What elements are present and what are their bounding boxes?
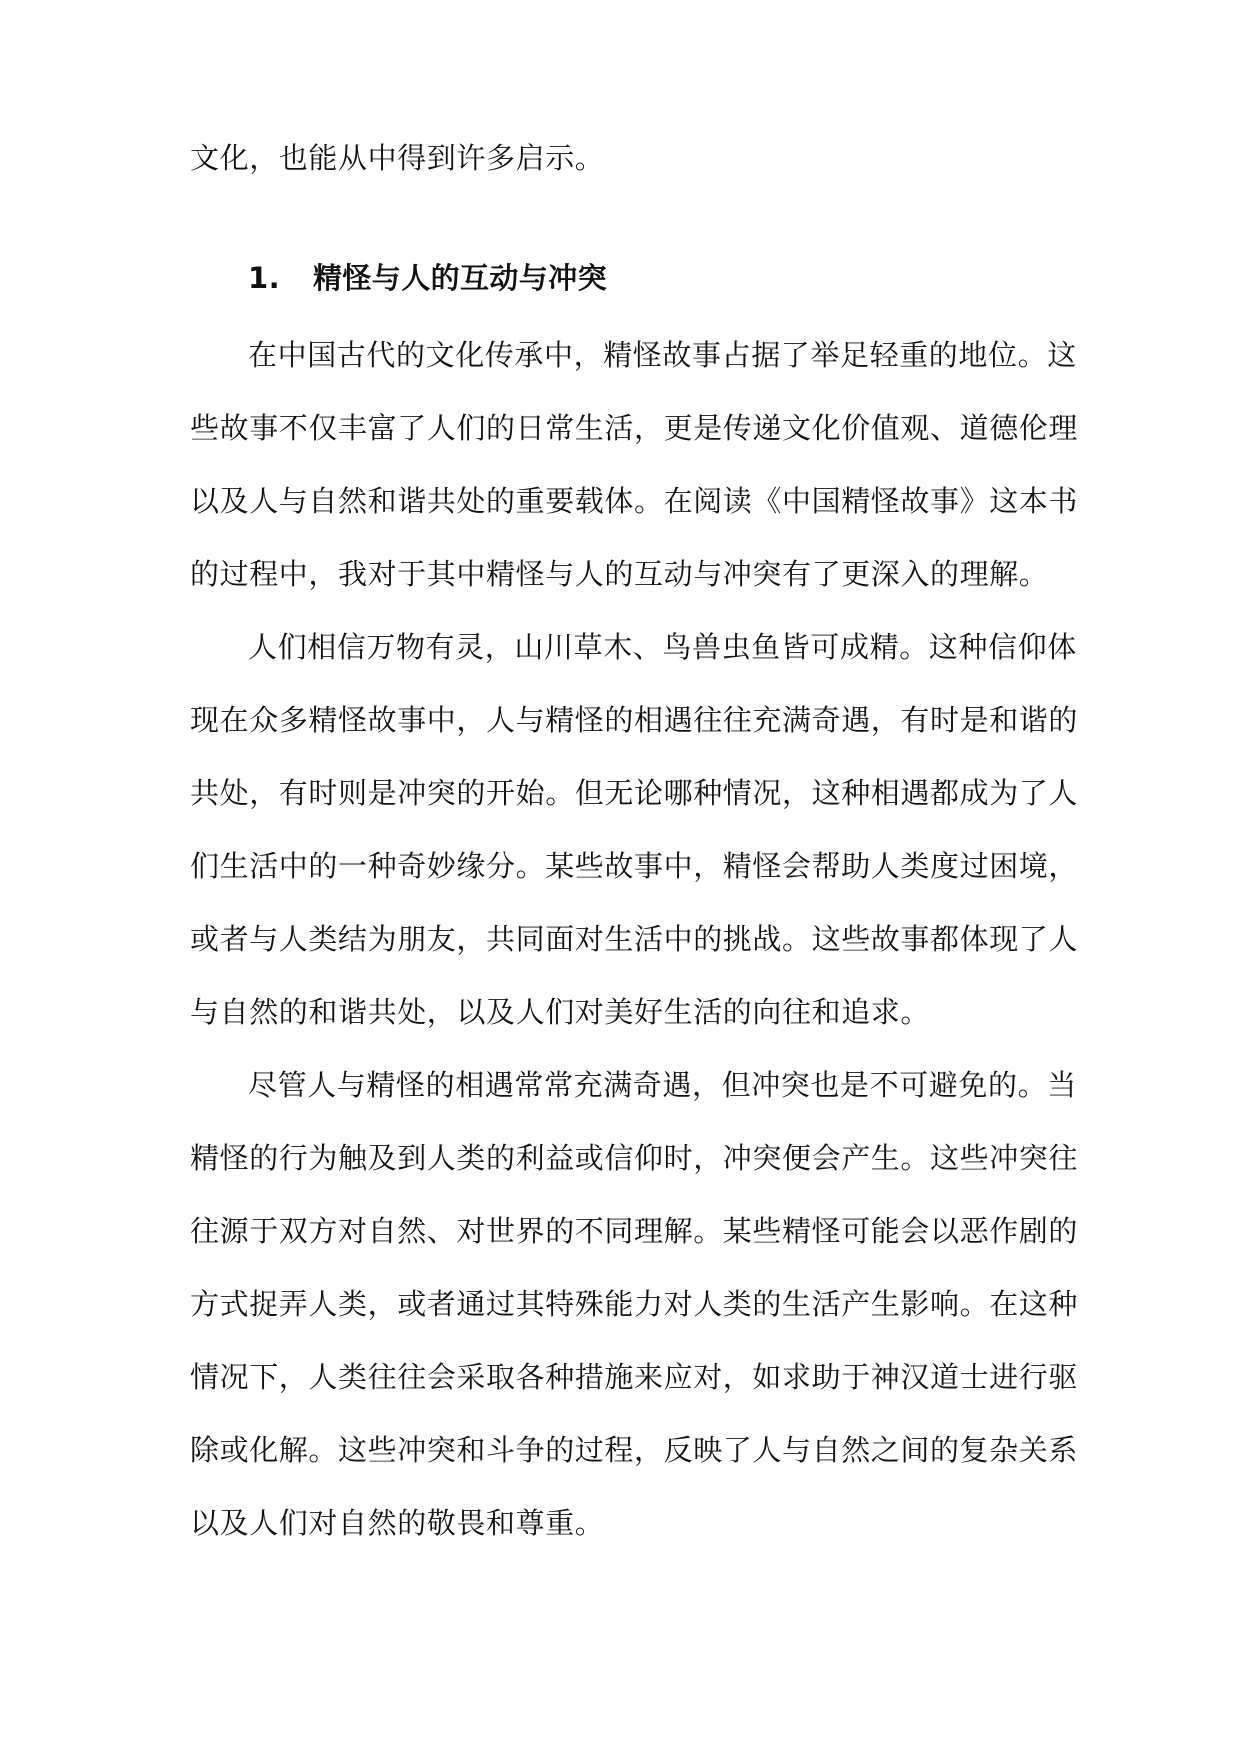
- text-line: 们生活中的一种奇妙缘分。某些故事中，精怪会帮助人类度过困境，: [190, 849, 1079, 883]
- text-line: 人们相信万物有灵，山川草木、鸟兽虫鱼皆可成精。这种信仰体: [248, 630, 1077, 664]
- lead-text: [190, 137, 1052, 179]
- section-title: 精怪与人的互动与冲突: [313, 261, 608, 295]
- text-line: 与自然的和谐共处，以及人们对美好生活的向往和追求。: [190, 995, 931, 1029]
- text-line: 现在众多精怪故事中，人与精怪的相遇往往充满奇遇，有时是和谐的: [190, 703, 1079, 737]
- text-line: 情况下，人类往往会采取各种措施来应对，如求助于神汉道士进行驱: [190, 1360, 1079, 1394]
- text-line: 除或化解。这些冲突和斗争的过程，反映了人与自然之间的复杂关系: [190, 1433, 1079, 1467]
- text-line: 些故事不仅丰富了人们的日常生活，更是传递文化价值观、道德伦理: [190, 411, 1079, 445]
- text-line: 以及人们对自然的敬畏和尊重。: [190, 1506, 605, 1540]
- paragraph-3: [190, 1064, 1079, 1544]
- text-line: 或者与人类结为朋友，共同面对生活中的挑战。这些故事都体现了人: [190, 922, 1079, 956]
- text-line: 在中国古代的文化传承中，精怪故事占据了举足轻重的地位。这: [248, 338, 1077, 372]
- paragraph-2: [190, 626, 1079, 1033]
- section-number: 1.: [248, 261, 280, 295]
- text-line: 文化，也能从中得到许多启示。: [190, 141, 605, 175]
- text-line: 精怪的行为触及到人类的利益或信仰时，冲突便会产生。这些冲突往: [190, 1141, 1079, 1175]
- section-heading: [248, 257, 607, 299]
- text-line: 以及人与自然和谐共处的重要载体。在阅读《中国精怪故事》这本书: [190, 484, 1079, 518]
- text-line: 的过程中，我对于其中精怪与人的互动与冲突有了更深入的理解。: [190, 557, 1049, 591]
- text-line: 共处，有时则是冲突的开始。但无论哪种情况，这种相遇都成为了人: [190, 776, 1079, 810]
- text-line: 往源于双方对自然、对世界的不同理解。某些精怪可能会以恶作剧的: [190, 1214, 1079, 1248]
- text-line: 尽管人与精怪的相遇常常充满奇遇，但冲突也是不可避免的。当: [248, 1068, 1077, 1102]
- paragraph-1: [190, 334, 1079, 595]
- text-line: 方式捉弄人类，或者通过其特殊能力对人类的生活产生影响。在这种: [190, 1287, 1079, 1321]
